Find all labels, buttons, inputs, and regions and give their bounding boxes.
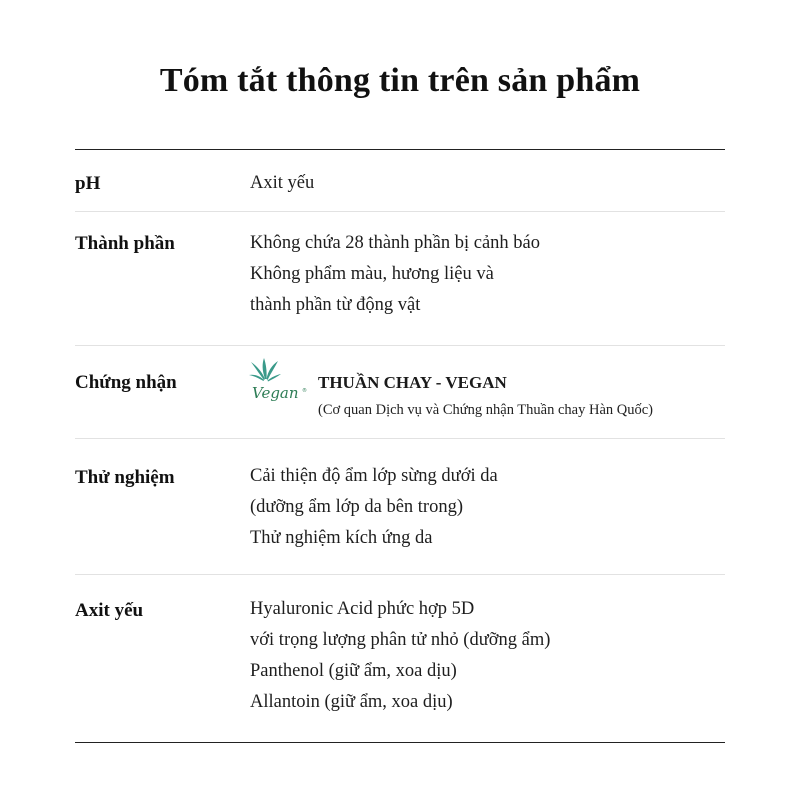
row-label-testing: Thử nghiệm <box>75 467 175 488</box>
row-value-ph <box>250 168 314 199</box>
row-divider <box>75 345 725 346</box>
row-label-ingredients: Thành phần <box>75 233 175 254</box>
value-line: với trọng lượng phân tử nhỏ (dưỡng ẩm) <box>250 630 551 650</box>
value-line: Không phẩm màu, hương liệu và <box>250 264 494 284</box>
top-rule <box>75 149 725 150</box>
row-divider <box>75 574 725 575</box>
bottom-rule <box>75 742 725 743</box>
svg-text:Vegan: Vegan <box>252 384 299 402</box>
value-line: Axit yếu <box>250 173 315 193</box>
certification-subtitle: (Cơ quan Dịch vụ và Chứng nhận Thuần chay Hàn Quốc) <box>318 402 653 418</box>
row-divider <box>75 438 725 439</box>
svg-text:®: ® <box>302 388 307 394</box>
row-label-weak-acid: Axit yếu <box>75 600 144 621</box>
row-value-ingredients <box>250 228 540 321</box>
value-line: Cải thiện độ ẩm lớp sừng dưới da <box>250 466 498 486</box>
certification-title: THUẦN CHAY - VEGAN <box>318 373 507 392</box>
value-line: Allantoin (giữ ẩm, xoa dịu) <box>250 692 453 712</box>
row-label-certification: Chứng nhận <box>75 372 177 393</box>
vegan-leaf-logo-icon <box>248 356 310 404</box>
value-line: (dưỡng ẩm lớp da bên trong) <box>250 497 464 517</box>
row-value-testing <box>250 461 498 554</box>
row-value-weak-acid <box>250 594 550 718</box>
page-title: Tóm tắt thông tin trên sản phẩm <box>159 62 641 99</box>
row-label-ph: pH <box>75 173 101 194</box>
value-line: thành phần từ động vật <box>250 295 421 315</box>
value-line: Không chứa 28 thành phần bị cảnh báo <box>250 233 541 253</box>
value-line: Hyaluronic Acid phức hợp 5D <box>250 599 475 619</box>
value-line: Thử nghiệm kích ứng da <box>250 528 433 548</box>
row-divider <box>75 211 725 212</box>
value-line: Panthenol (giữ ẩm, xoa dịu) <box>250 661 457 681</box>
